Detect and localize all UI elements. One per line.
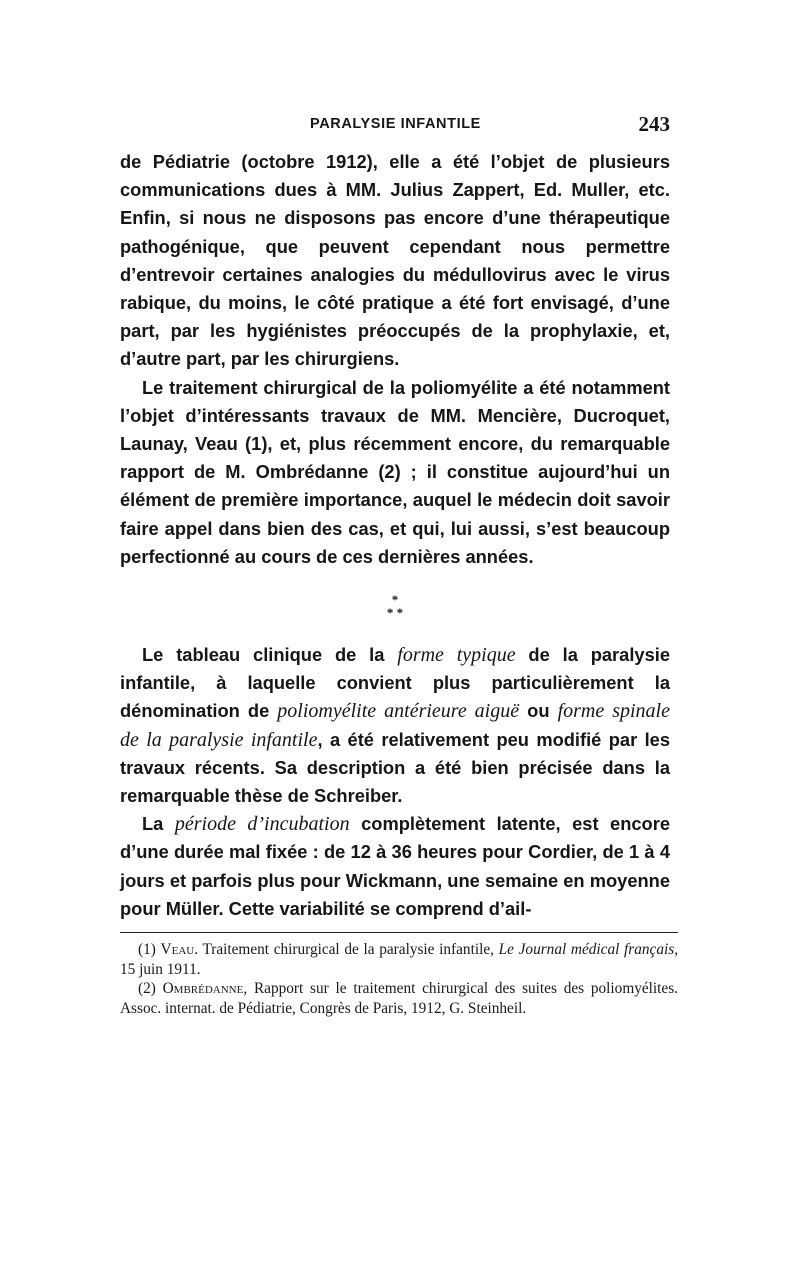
footnotes — [120, 940, 678, 1018]
paragraph-4 — [120, 810, 670, 923]
main-text — [120, 148, 670, 923]
footnote-1-journal: Le Journal médical français — [498, 941, 675, 958]
running-title: PARALYSIE INFANTILE — [310, 116, 481, 132]
asterism-top: * — [391, 592, 399, 608]
paragraph-3-part-3: ou — [519, 700, 558, 722]
footnote-1-text: . Traitement chirurgical de la paralysie infantile, — [194, 941, 499, 958]
footnote-2-text: , Rapport sur le traitement chirurgical des suites des poliomyélites. Assoc. internat. de Pédiatrie, Congrès de Paris, 1912, G. Steinheil. — [120, 980, 678, 1017]
paragraph-3-italic-2: poliomyélite antérieure aiguë — [277, 700, 520, 723]
footnote-1-marker: (1) — [138, 941, 161, 958]
footnote-2-author: Ombrédanne — [162, 980, 244, 998]
section-asterism — [120, 571, 670, 641]
paragraph-3 — [120, 641, 670, 810]
paragraph-1: de Pédiatrie (octobre 1912), elle a été l’objet de plusieurs communications dues à MM. Julius Zappert, Ed. Muller, etc. Enfin, si nous ne disposons pas encore d’une thérapeutique pathogénique, que peuvent cependant nous permettre d’entrevoir certaines analogies du médullovirus avec le virus rabique, du moins, le côté pratique a été fort envisagé, d’une part, par les hygiénistes préoccupés de la prophylaxie, et, d’autre part, par les chirurgiens. — [120, 151, 670, 370]
paragraph-3-italic-1: forme typique — [397, 644, 516, 667]
page-header — [120, 112, 670, 140]
paragraph-3-part-4: , a été relativement peu modifié par les travaux récents. Sa description a été bien précisée dans la remarquable thèse de Schreiber. — [120, 728, 670, 807]
paragraph-3-part-2: de la paralysie infantile, à laquelle convient plus particulièrement la dénomination de — [120, 644, 670, 722]
paragraph-2: Le traitement chirurgical de la poliomyélite a été notamment l’objet d’intéressants travaux de MM. Mencière, Ducroquet, Launay, Veau (1), et, plus récemment encore, du remarquable rapport de M. Ombrédanne (2) ; il constitue aujourd’hui un élément de première importance, auquel le médecin doit savoir faire appel dans bien des cas, et qui, lui aussi, s’est beaucoup perfectionné au cours de ces dernières années. — [120, 376, 670, 567]
footnote-1-author: Veau — [160, 941, 195, 958]
paragraph-4-italic-1: période d’incubation — [174, 813, 350, 836]
paragraph-4-part-1: La — [142, 813, 175, 835]
footnote-2 — [120, 979, 678, 1018]
paragraph-3-part-1: Le tableau clinique de la — [142, 644, 398, 666]
footnote-1-tail: , 15 juin 1911. — [120, 941, 679, 978]
paragraph-3-italic-3: forme spinale de la paralysie infantile — [120, 700, 670, 751]
footnote-1 — [120, 940, 678, 979]
asterism-bottom: * * — [386, 605, 404, 621]
footnote-2-marker: (2) — [138, 980, 163, 998]
page-number: 243 — [638, 112, 670, 136]
paragraph-4-part-2: complètement latente, est encore d’une durée mal fixée : de 12 à 36 heures pour Cordier, de 1 à 4 jours et parfois plus pour Wickmann, une semaine en moyenne pour Müller. Cette variabilité se comprend d’ail- — [120, 813, 670, 919]
footnote-rule — [120, 932, 678, 933]
